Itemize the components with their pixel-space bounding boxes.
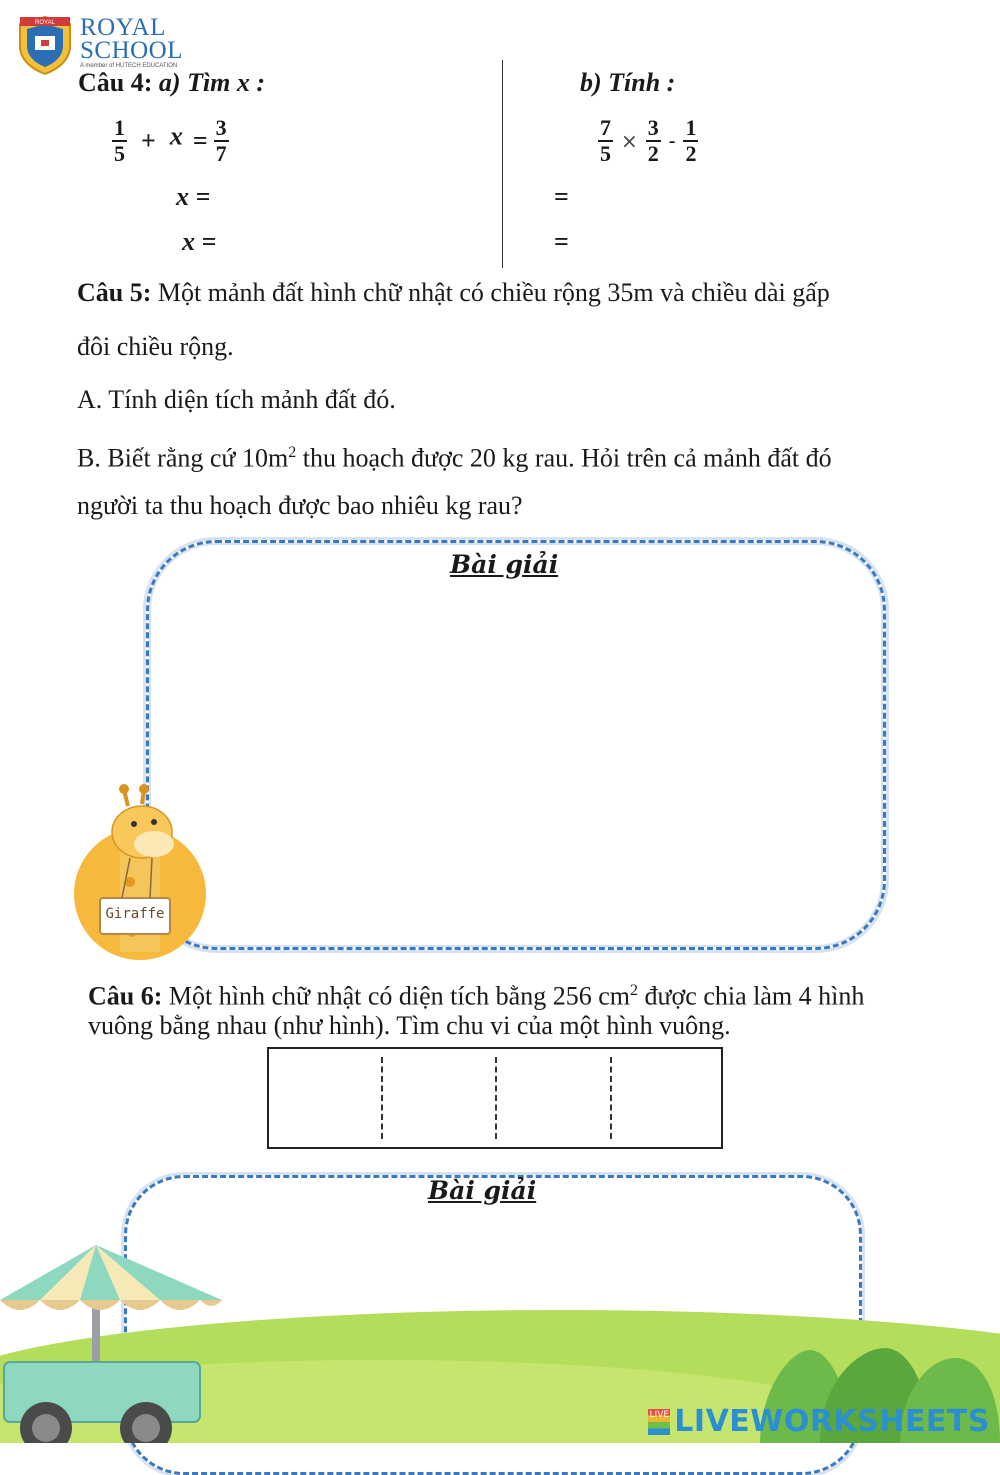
q5-line-2: đôi chiều rộng. xyxy=(77,332,234,361)
q6-line-2: vuông bằng nhau (như hình). Tìm chu vi của một hình vuông. xyxy=(88,1011,731,1040)
logo-line-2: SCHOOL xyxy=(80,37,184,64)
logo-text xyxy=(80,16,183,62)
q4-equation: $\frac{1}{5}$ + x = $\frac{3}{7}$ xyxy=(114,115,227,166)
q4-calc: $\frac{7}{5}$ × $\frac{3}{2}$ - $\frac{1}{2}$ xyxy=(600,115,697,166)
q4-calc-eq-1: = xyxy=(554,182,569,211)
school-logo xyxy=(14,14,76,76)
q5-label: Câu 5: xyxy=(77,278,152,307)
q4-divider xyxy=(502,60,503,268)
q4-calc-eq-2: = xyxy=(554,227,569,256)
square-divider-3 xyxy=(610,1057,612,1139)
giraffe-icon xyxy=(72,782,212,962)
q5-answer-box[interactable] xyxy=(146,540,886,950)
watermark-text: LIVEWORKSHEETS xyxy=(674,1404,990,1439)
shield-logo-icon xyxy=(14,14,76,76)
q5-answer-title: Bài giải xyxy=(450,550,559,579)
live-badge-icon: LIVE xyxy=(648,1409,670,1435)
giraffe-illustration xyxy=(72,782,212,962)
q4-label: Câu 4: xyxy=(78,68,153,97)
q6-line-1: Câu 6: Một hình chữ nhật có diện tích bằng 256 $cm^2$ được chia làm 4 hình xyxy=(88,981,865,1011)
q6-label: Câu 6: xyxy=(88,981,163,1011)
liveworksheets-watermark[interactable] xyxy=(648,1404,990,1439)
q4-part-a: a) Tìm x : xyxy=(158,68,266,97)
q5-line-4: B. Biết rằng cứ $10m^2$ thu hoạch được 20 kg rau. Hỏi trên cả mảnh đất đó xyxy=(77,443,832,473)
q4-part-b: b) Tính : xyxy=(580,68,676,97)
svg-text:ROYAL: ROYAL xyxy=(35,20,55,26)
q5-line-1: Câu 5: Một mảnh đất hình chữ nhật có chiều rộng 35m và chiều dài gấp xyxy=(77,278,830,307)
giraffe-sign: Giraffe xyxy=(105,906,165,922)
q4-answer-line-1: x = xyxy=(176,182,211,211)
q6-answer-title: Bài giải xyxy=(428,1176,537,1205)
fraction-3-7: $\frac{3}{7}$ xyxy=(215,115,227,166)
q5-line-3: A. Tính diện tích mảnh đất đó. xyxy=(77,385,396,414)
square-divider-2 xyxy=(495,1057,497,1139)
q4-heading xyxy=(78,68,265,98)
fraction-1-5: $\frac{1}{5}$ xyxy=(114,115,125,166)
rectangle-figure xyxy=(267,1047,723,1149)
q5-line-5: người ta thu hoạch được bao nhiêu kg rau? xyxy=(77,491,523,520)
square-divider-1 xyxy=(381,1057,383,1139)
logo-line-1: ROYAL xyxy=(80,14,166,41)
logo-tagline: A member of HUTECH EDUCATION xyxy=(80,63,178,69)
q4-answer-line-2: x = xyxy=(182,227,217,256)
